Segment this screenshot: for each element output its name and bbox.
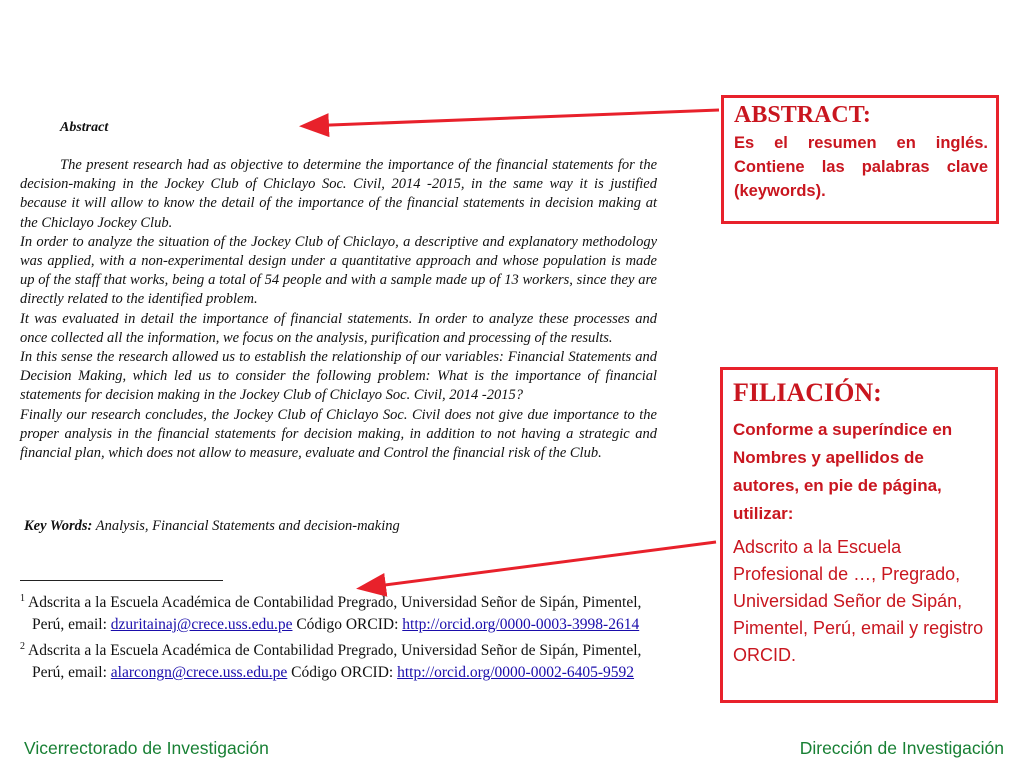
footnote-divider xyxy=(20,580,223,581)
abstract-callout-title: ABSTRACT: xyxy=(734,102,871,128)
footnote-orcid-label: Código ORCID: xyxy=(292,616,403,634)
filiacion-callout-text: Conforme a superíndice en Nombres y apellidos de autores, en pie de página, utilizar: xyxy=(733,420,953,523)
filiacion-callout-example: Adscrito a la Escuela Profesional de …, Pregrado, Universidad Señor de Sipán, Pimentel, Perú, email y registro ORCID. xyxy=(733,537,984,665)
abstract-body xyxy=(20,156,657,463)
abstract-paragraph: It was evaluated in detail the importance of financial statements. In order to analyze these processes and once collected all the information, we focus on the analysis, purification and processing of the results. xyxy=(20,310,657,346)
filiacion-callout-title: FILIACIÓN: xyxy=(733,378,882,407)
abstract-callout-box xyxy=(721,95,999,224)
footnote-orcid-link[interactable]: http://orcid.org/0000-0003-3998-2614 xyxy=(402,616,640,634)
footnote-affiliation: Adscrita a la Escuela Académica de Contabilidad Pregrado, Universidad Señor de Sipán, Pimentel, xyxy=(25,642,642,660)
abstract-paragraph: In this sense the research allowed us to establish the relationship of our variables: Financial Statements and Decision Making, which led us to consider the following problem: What is the importance of financial statements for decision making in the Jockey Club of Chiclayo Soc. Civil, 2014 -2015? xyxy=(20,349,657,404)
footnote-1 xyxy=(20,588,660,636)
footnote-email-prefix: Perú, email: xyxy=(32,616,111,634)
abstract-paragraph: In order to analyze the situation of the Jockey Club of Chiclayo, a descriptive and explanatory methodology was applied, with a non-experimental design under a quantitative approach and whose population is made up of the staff that works, being a total of 54 people and with a sample made up of 13 workers, since they are directly related to the identified problem. xyxy=(20,233,657,308)
footer-vicerrectorado: Vicerrectorado de Investigación xyxy=(24,738,269,758)
keywords-label: Key Words: xyxy=(24,518,93,534)
footnotes xyxy=(20,588,660,684)
abstract-callout-text: Es el resumen en inglés. Contiene las palabras clave (keywords). xyxy=(734,134,988,200)
footnote-number: 1 xyxy=(20,593,25,604)
filiacion-callout-box xyxy=(720,367,998,703)
keywords-text: Analysis, Financial Statements and decision-making xyxy=(92,518,400,534)
footnote-orcid-link[interactable]: http://orcid.org/0000-0002-6405-9592 xyxy=(397,664,635,682)
footnote-email-link[interactable]: dzuritainaj@crece.uss.edu.pe xyxy=(110,616,293,634)
footnote-orcid-label: Código ORCID: xyxy=(287,664,398,682)
footnote-2 xyxy=(20,636,660,684)
abstract-paragraph: The present research had as objective to determine the importance of the financial statements for the decision-making in the Jockey Club of Chiclayo Soc. Civil, 2014 -2015, in the same way it is justified because it will allow to know the detail of the importance of the financial statements in decision making at the Chiclayo Jockey Club. xyxy=(20,157,657,231)
footnote-number: 2 xyxy=(20,641,25,653)
abstract-heading: Abstract xyxy=(60,120,109,135)
filiacion-arrow xyxy=(362,542,716,588)
footer-direccion: Dirección de Investigación xyxy=(799,738,1004,758)
footnote-affiliation: Adscrita a la Escuela Académica de Contabilidad Pregrado, Universidad Señor de Sipán, Pimentel, xyxy=(25,594,642,612)
keywords-line xyxy=(24,518,400,535)
abstract-paragraph: Finally our research concludes, the Jockey Club of Chiclayo Soc. Civil does not give due importance to the proper analysis in the financial statements for decision making, in addition to not having a strategic and financial plan, which does not allow to measure, evaluate and Control the financial risk of the Club. xyxy=(20,406,657,462)
abstract-arrow xyxy=(305,110,719,126)
footnote-email-prefix: Perú, email: xyxy=(32,664,111,682)
footnote-email-link[interactable]: alarcongn@crece.uss.edu.pe xyxy=(110,664,288,682)
